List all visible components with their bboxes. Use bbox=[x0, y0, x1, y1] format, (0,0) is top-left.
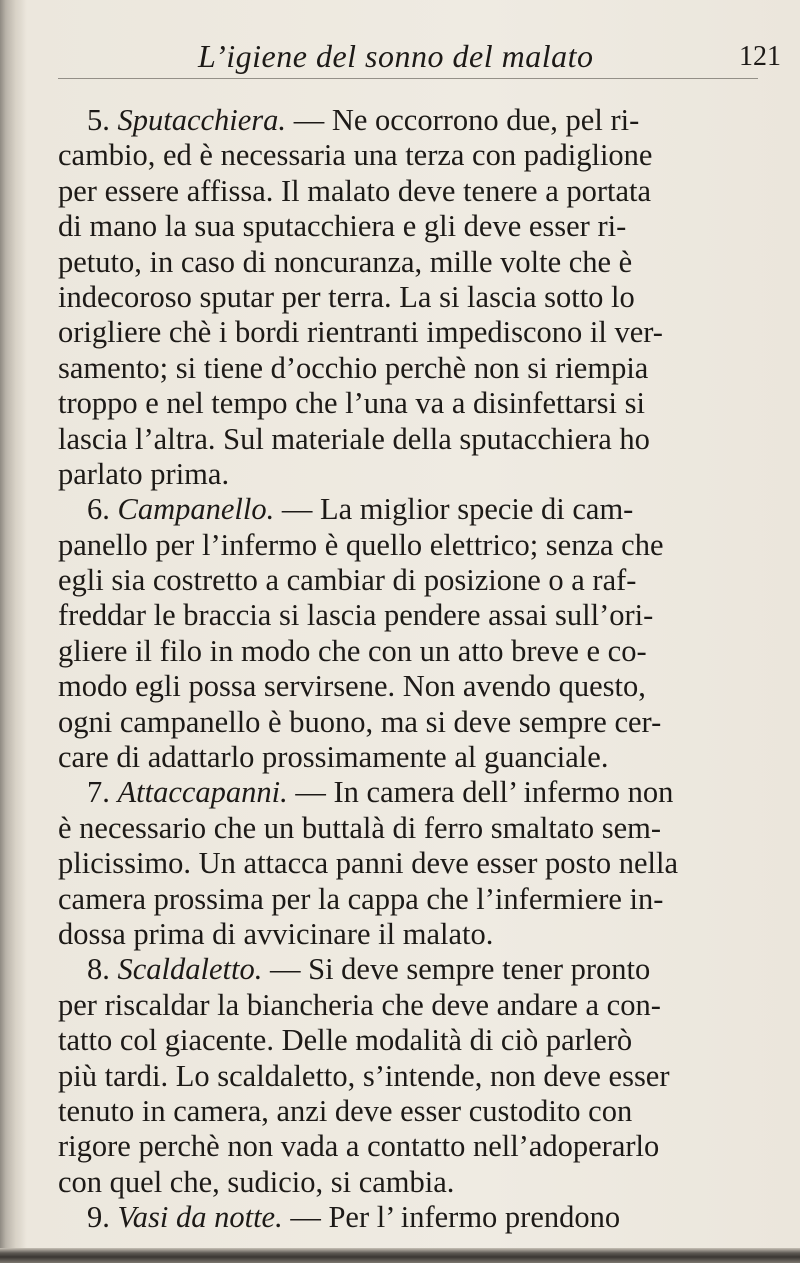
text-line: è necessario che un buttalà di ferro smaltato sem- bbox=[58, 810, 661, 845]
text-line: modo egli possa servirsene. Non avendo questo, bbox=[58, 669, 646, 704]
item-title: Sputacchiera. bbox=[117, 103, 287, 137]
text-line bbox=[58, 952, 778, 987]
page-header bbox=[0, 36, 800, 76]
text-line: cambio, ed è necessaria una terza con padiglione bbox=[58, 138, 653, 173]
header-rule bbox=[58, 78, 758, 79]
text-line: origliere chè i bordi rientranti impediscono il ver- bbox=[58, 315, 663, 350]
running-title: L’igiene del sonno del malato bbox=[198, 38, 594, 74]
text-line bbox=[58, 492, 778, 527]
item-number: 5. bbox=[87, 103, 110, 137]
line-text: — Si deve sempre tener pronto bbox=[262, 952, 651, 987]
body-text bbox=[58, 103, 778, 1236]
text-line: camera prossima per la cappa che l’infermiere in- bbox=[58, 881, 664, 916]
text-line: care di adattarlo prossimamente al guanciale. bbox=[58, 740, 609, 775]
item-title: Scaldaletto. bbox=[117, 952, 263, 987]
text-line: petuto, in caso di noncuranza, mille volte che è bbox=[58, 244, 633, 279]
text-line: plicissimo. Un attacca panni deve esser posto nella bbox=[58, 846, 678, 881]
text-line bbox=[58, 103, 778, 138]
item-title: Attaccapanni. bbox=[117, 775, 288, 810]
item-title: Campanello. bbox=[117, 492, 275, 527]
text-line: con quel che, sudicio, si cambia. bbox=[58, 1164, 455, 1199]
text-line: per riscaldar la biancheria che deve andare a con- bbox=[58, 987, 661, 1022]
item-title: Vasi da notte. bbox=[117, 1200, 283, 1235]
text-line: di mano la sua sputacchiera e gli deve esser ri- bbox=[58, 209, 627, 244]
text-line: gliere il filo in modo che con un atto breve e co- bbox=[58, 633, 647, 668]
binding-gutter-shadow bbox=[0, 0, 26, 1263]
text-line: freddar le braccia si lascia pendere assai sull’ori- bbox=[58, 598, 654, 633]
text-line: più tardi. Lo scaldaletto, s’intende, non deve esser bbox=[58, 1058, 670, 1093]
text-line bbox=[58, 1200, 778, 1235]
text-line: dossa prima di avvicinare il malato. bbox=[58, 916, 494, 951]
text-line: tenuto in camera, anzi deve esser custodito con bbox=[58, 1093, 633, 1128]
text-line: panello per l’infermo è quello elettrico; senza che bbox=[58, 527, 664, 562]
text-line: ogni campanello è buono, ma si deve sempre cer- bbox=[58, 704, 662, 739]
page-number: 121 bbox=[739, 41, 781, 72]
text-line bbox=[58, 775, 778, 810]
text-line: per essere affissa. Il malato deve tenere a portata bbox=[58, 173, 652, 208]
item-number: 9. bbox=[87, 1200, 110, 1235]
text-line: rigore perchè non vada a contatto nell’adoperarlo bbox=[58, 1129, 660, 1164]
page-bottom-edge bbox=[0, 1248, 800, 1263]
text-line: troppo e nel tempo che l’una va a disinfettarsi si bbox=[58, 386, 645, 421]
line-text: — In camera dell’ infermo non bbox=[287, 775, 674, 810]
text-line: indecoroso sputar per terra. La si lascia sotto lo bbox=[58, 279, 635, 314]
line-text: — Ne occorrono due, pel ri- bbox=[286, 103, 640, 137]
item-number: 8. bbox=[87, 952, 110, 987]
item-number: 7. bbox=[87, 775, 110, 810]
line-text: — Per l’ infermo prendono bbox=[282, 1200, 621, 1235]
text-line: egli sia costretto a cambiar di posizione o a raf- bbox=[58, 563, 637, 598]
text-line: tatto col giacente. Delle modalità di ciò parlerò bbox=[58, 1023, 633, 1058]
line-text: — La miglior specie di cam- bbox=[274, 492, 634, 527]
text-line: lascia l’altra. Sul materiale della sputacchiera ho bbox=[58, 421, 650, 456]
item-number: 6. bbox=[87, 492, 110, 527]
text-line: parlato prima. bbox=[58, 456, 230, 491]
text-line: samento; si tiene d’occhio perchè non si riempia bbox=[58, 350, 649, 385]
